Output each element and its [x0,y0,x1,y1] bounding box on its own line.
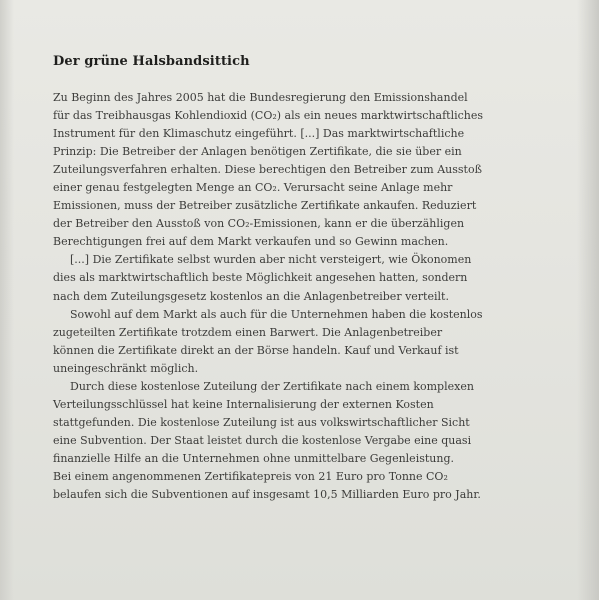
page-shadow-left [0,0,14,600]
text-line: einer genau festgelegten Menge an CO₂. Verursacht seine Anlage mehr [53,181,453,195]
text-line: für das Treibhausgas Kohlendioxid (CO₂) als ein neues marktwirtschaftliches [53,109,484,123]
text-line: finanzielle Hilfe an die Unternehmen ohne unmittelbare Gegenleistung. [53,451,454,465]
text-line: Durch diese kostenlose Zuteilung der Zertifikate nach einem komplexen [70,379,474,393]
text-line: der Betreiber den Ausstoß von CO₂-Emissionen, kann er die überzähligen [53,217,465,231]
document-body [53,89,573,504]
page-shadow-right [577,0,599,600]
text-line: können die Zertifikate direkt an der Börse handeln. Kauf und Verkauf ist [53,343,459,357]
text-line: Berechtigungen frei auf dem Markt verkaufen und so Gewinn machen. [53,235,449,249]
text-line: Bei einem angenommenen Zertifikatepreis von 21 Euro pro Tonne CO₂ [53,469,448,483]
text-line: uneingeschränkt möglich. [53,361,199,375]
text-line: Emissionen, muss der Betreiber zusätzliche Zertifikate ankaufen. Reduziert [53,199,477,213]
text-line: Instrument für den Klimaschutz eingeführt. [...] Das marktwirtschaftliche [53,127,465,141]
text-line: belaufen sich die Subventionen auf insgesamt 10,5 Milliarden Euro pro Jahr. [53,488,481,502]
text-line: Sowohl auf dem Markt als auch für die Unternehmen haben die kostenlos [70,307,483,321]
text-line: dies als marktwirtschaftlich beste Möglichkeit angesehen hatten, sondern [53,271,468,285]
text-line: stattgefunden. Die kostenlose Zuteilung ist aus volkswirtschaftlicher Sicht [53,415,470,429]
text-line: [...] Die Zertifikate selbst wurden aber nicht versteigert, wie Ökonomen [70,253,472,267]
text-line: Zuteilungsverfahren erhalten. Diese berechtigen den Betreiber zum Ausstoß [53,163,482,177]
text-line: eine Subvention. Der Staat leistet durch die kostenlose Vergabe eine quasi [53,433,472,447]
document-title: Der grüne Halsbandsittich [53,54,250,69]
text-line: nach dem Zuteilungsgesetz kostenlos an die Anlagenbetreiber verteilt. [53,289,449,303]
text-line: zugeteilten Zertifikate trotzdem einen Barwert. Die Anlagenbetreiber [53,325,443,339]
text-line: Zu Beginn des Jahres 2005 hat die Bundesregierung den Emissionshandel [53,91,468,104]
text-line: Prinzip: Die Betreiber der Anlagen benötigen Zertifikate, die sie über ein [53,145,462,159]
text-line: Verteilungsschlüssel hat keine Internalisierung der externen Kosten [53,397,434,411]
